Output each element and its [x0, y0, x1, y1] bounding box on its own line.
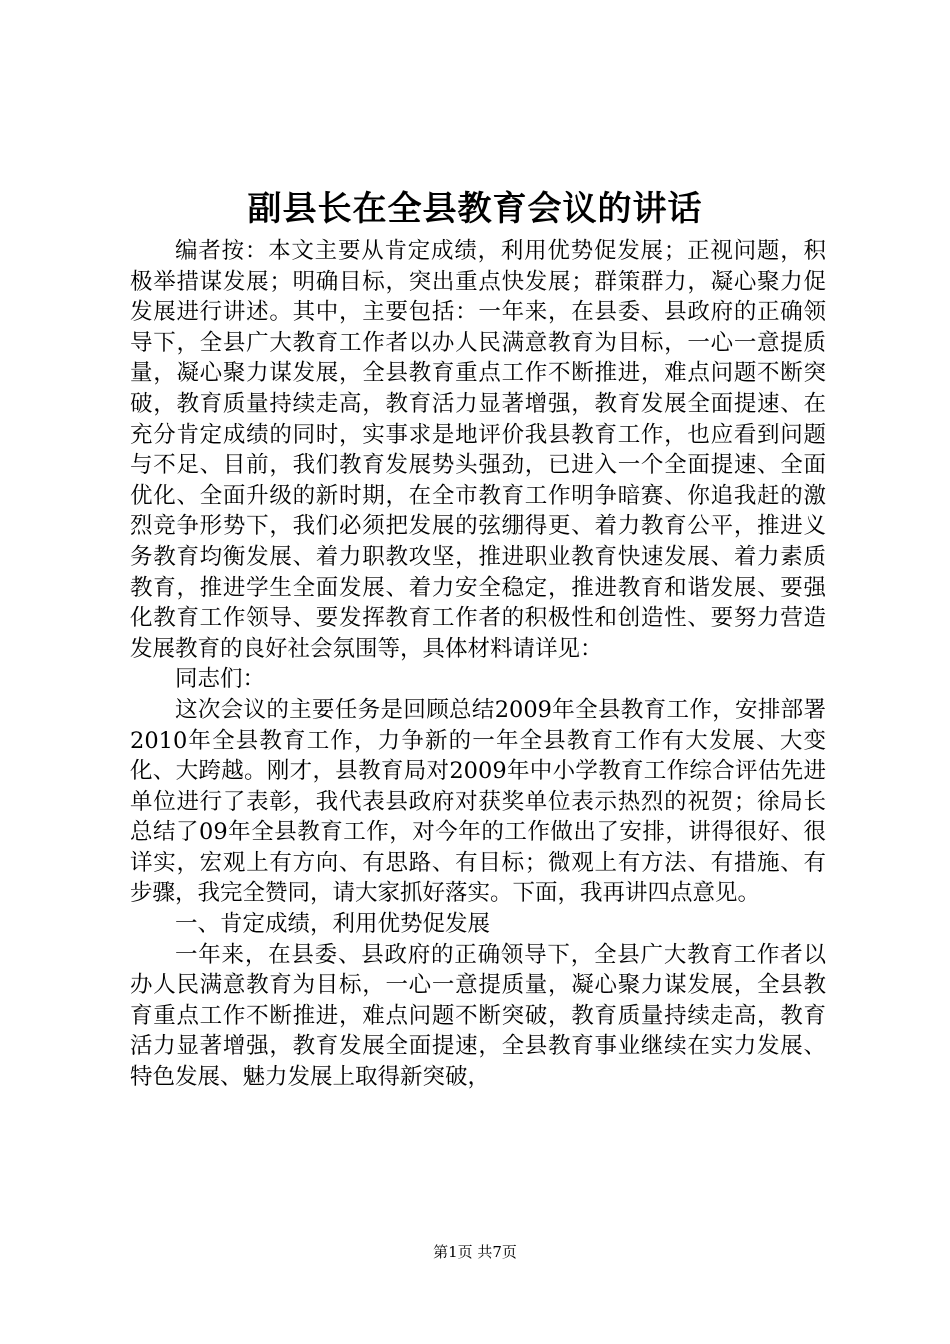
page-footer: 第1页 共7页: [433, 1243, 517, 1261]
section-heading: 一、肯定成绩，利用优势促发展: [175, 911, 491, 938]
intro-paragraph: 这次会议的主要任务是回顾总结2009年全县教育工作，安排部署2010年全县教育工作，力争新的一年全县教育工作有大发展、大变化、大跨越。刚才，县教育局对2009年中小学教育工作综合评估先进单位进行了表彰，我代表县政府对获奖单位表示热烈的祝贺；徐局长总结了09年全县教育工作，对今年的工作做出了安排，讲得很好、很详实，宏观上有方向、有思路、有目标；微观上有方法、有措施、有步骤，我完全赞同，请大家抓好落实。下面，我再讲四点意见。: [130, 696, 826, 907]
section-paragraph: 一年来，在县委、县政府的正确领导下，全县广大教育工作者以办人民满意教育为目标，一心一意提质量，凝心聚力谋发展，全县教育重点工作不断推进，难点问题不断突破，教育质量持续走高，教育活力显著增强，教育发展全面提速，全县教育事业继续在实力发展、特色发展、魅力发展上取得新突破，: [130, 941, 826, 1091]
document-body: [130, 236, 826, 1093]
salutation-paragraph: 同志们：: [175, 666, 266, 693]
editor-note-paragraph: 编者按：本文主要从肯定成绩，利用优势促发展；正视问题，积极举措谋发展；明确目标，突出重点快发展；群策群力，凝心聚力促发展进行讲述。其中，主要包括：一年来，在县委、县政府的正确领导下，全县广大教育工作者以办人民满意教育为目标，一心一意提质量，凝心聚力谋发展，全县教育重点工作不断推进，难点问题不断突破，教育质量持续走高，教育活力显著增强，教育发展全面提速、在充分肯定成绩的同时，实事求是地评价我县教育工作，也应看到问题与不足、目前，我们教育发展势头强劲，已进入一个全面提速、全面优化、全面升级的新时期，在全市教育工作明争暗赛、你追我赶的激烈竞争形势下，我们必须把发展的弦绷得更、着力教育公平，推进义务教育均衡发展、着力职教攻坚，推进职业教育快速发展、着力素质教育，推进学生全面发展、着力安全稳定，推进教育和谐发展、要强化教育工作领导、要发挥教育工作者的积极性和创造性、要努力营造发展教育的良好社会氛围等，具体材料请详见：: [130, 238, 826, 662]
document-title: 副县长在全县教育会议的讲话: [247, 189, 703, 229]
